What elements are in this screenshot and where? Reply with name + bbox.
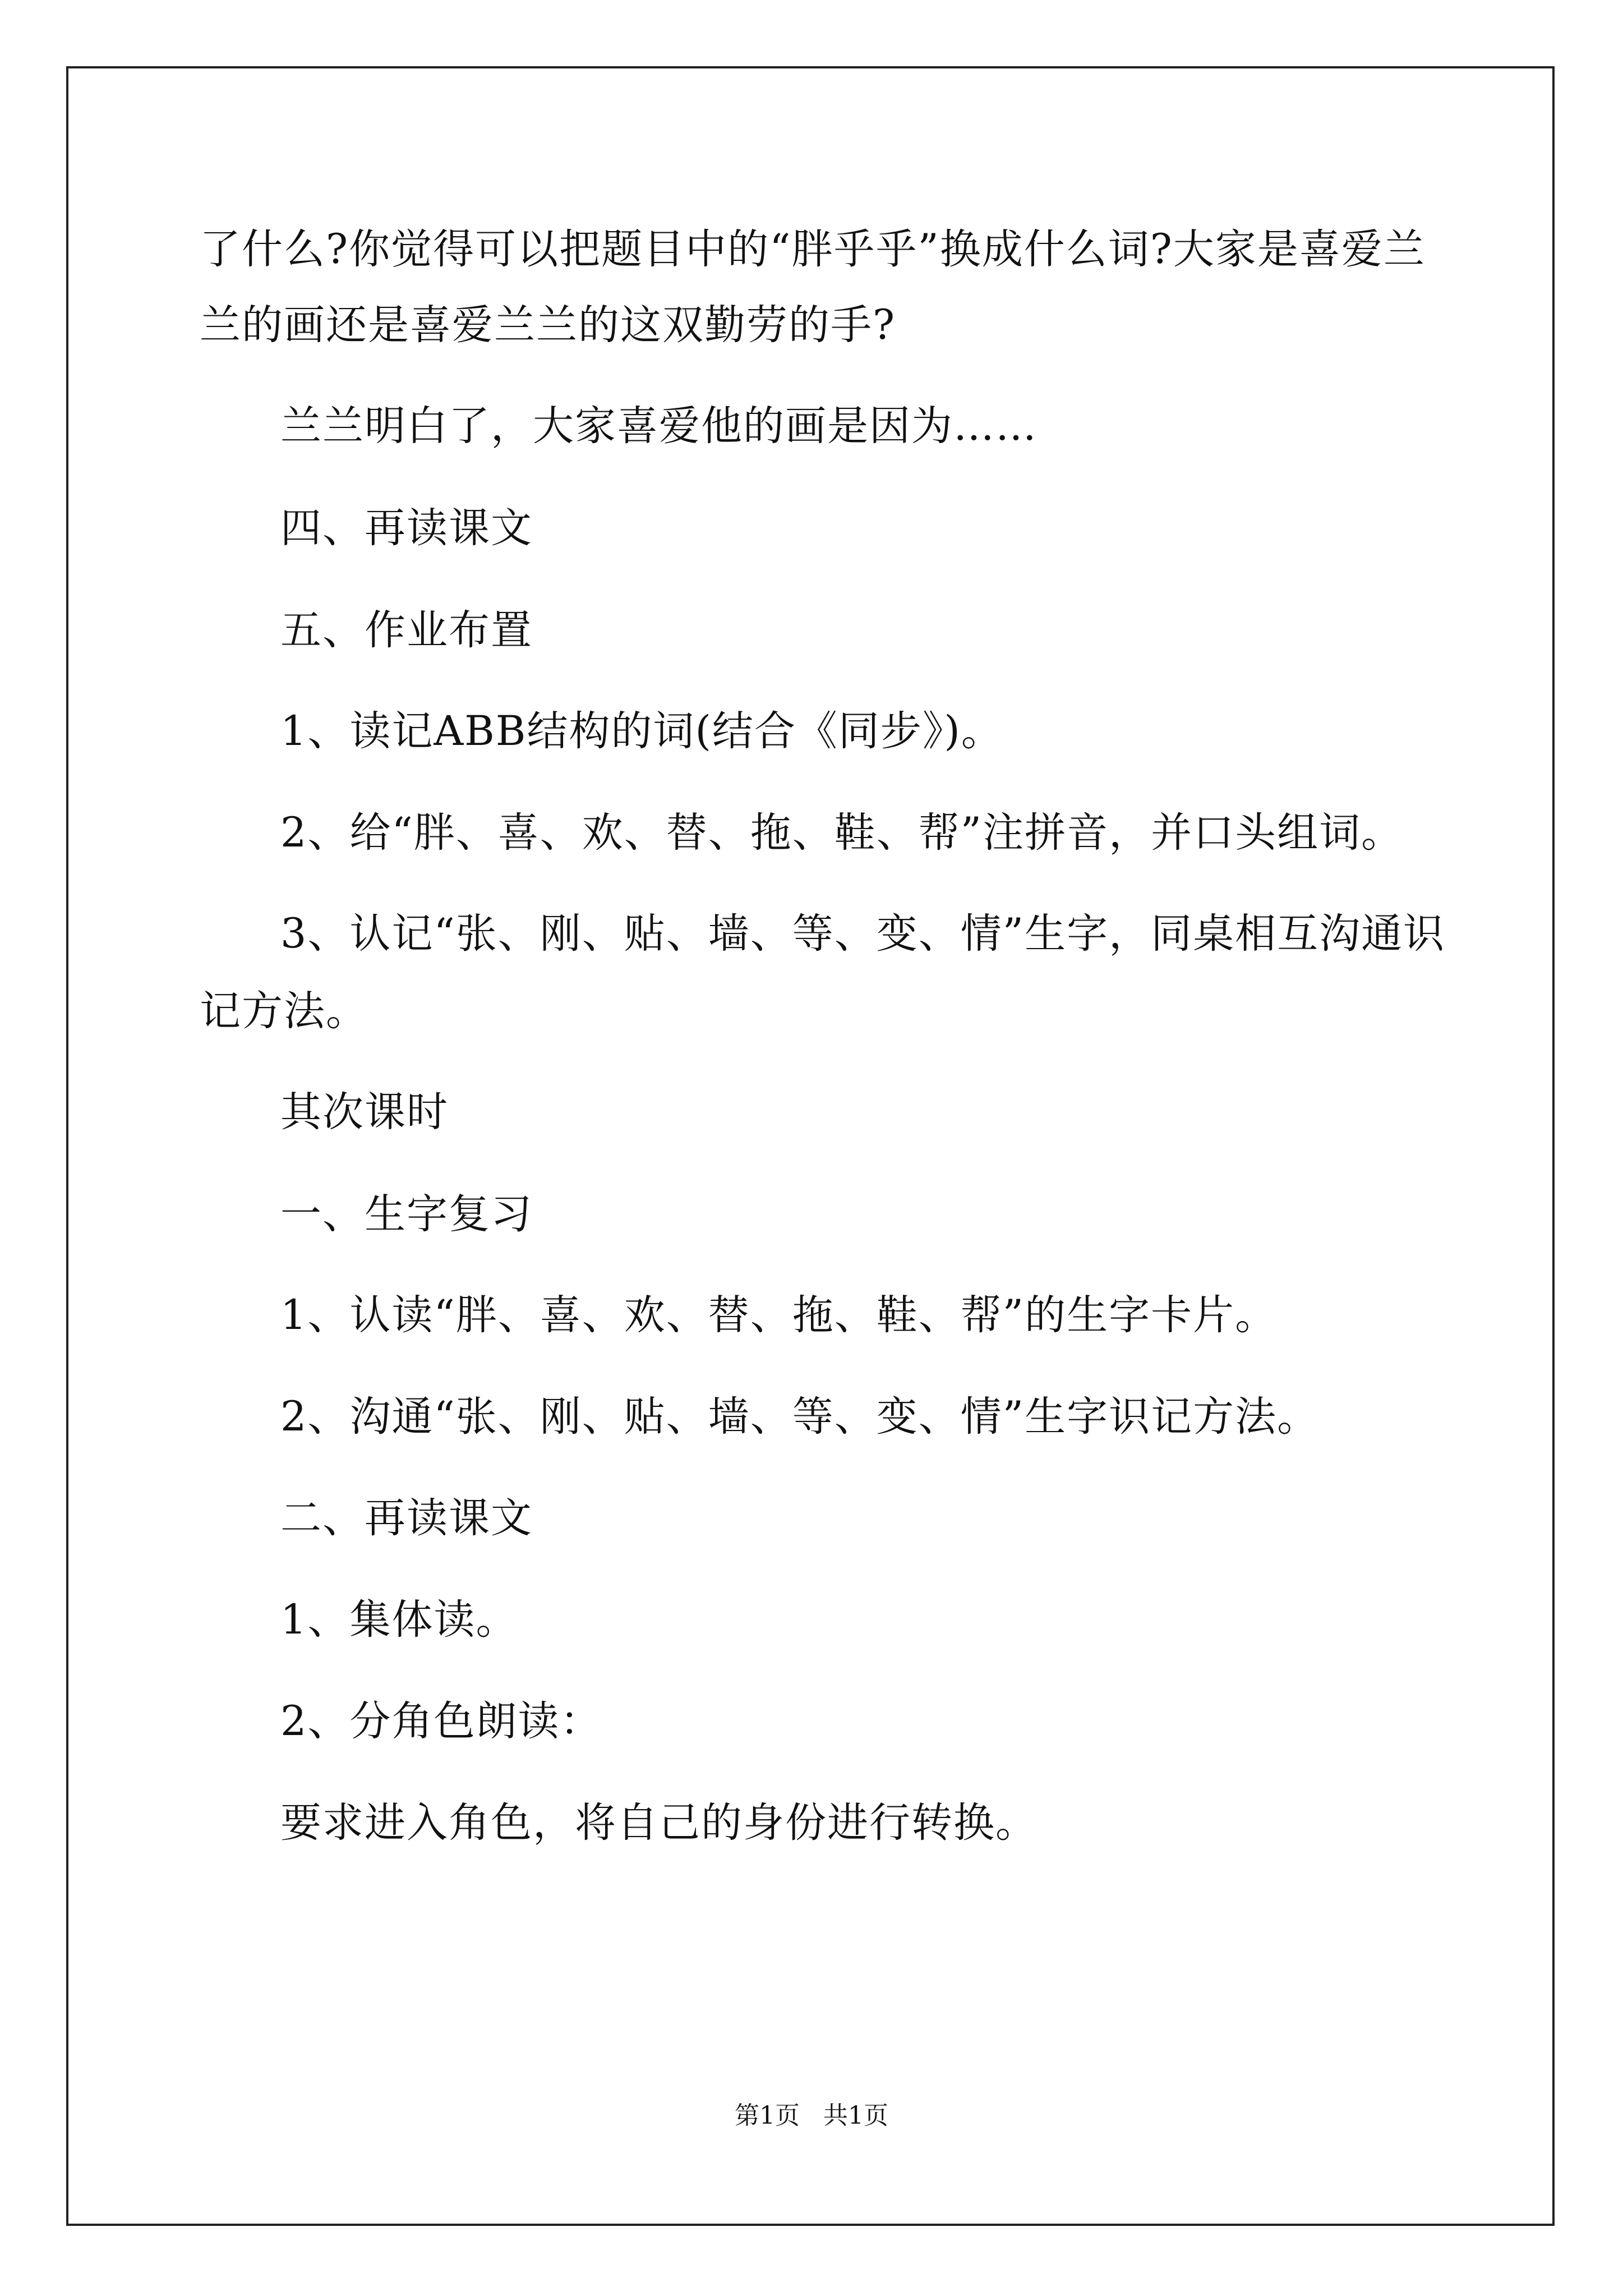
section-heading: 五、作业布置 xyxy=(280,606,533,654)
list-item: 2、给“胖、喜、欢、替、拖、鞋、帮”注拼音，并口头组词。 xyxy=(280,809,1404,857)
section-heading: 一、生字复习 xyxy=(280,1190,533,1238)
list-item: 2、沟通“张、刚、贴、墙、等、变、情”生字识记方法。 xyxy=(280,1393,1320,1441)
list-item: 1、读记ABB结构的词(结合《同步》)。 xyxy=(280,707,1003,755)
paragraph-line: 了什么?你觉得可以把题目中的“胖乎乎”换成什么词?大家是喜爱兰 xyxy=(200,226,1426,273)
paragraph-line: 要求进入角色，将自己的身份进行转换。 xyxy=(280,1799,1038,1847)
page-border xyxy=(66,66,1555,2226)
paragraph-line: 兰的画还是喜爱兰兰的这双勤劳的手? xyxy=(200,301,896,349)
section-heading: 其次课时 xyxy=(280,1088,449,1136)
list-item: 3、认记“张、刚、贴、墙、等、变、情”生字，同桌相互沟通识 xyxy=(280,910,1446,958)
paragraph-line: 兰兰明白了，大家喜爱他的画是因为…… xyxy=(280,402,1038,450)
list-item: 2、分角色朗读： xyxy=(280,1697,602,1745)
list-item: 1、集体读。 xyxy=(280,1596,518,1644)
list-item: 1、认读“胖、喜、欢、替、拖、鞋、帮”的生字卡片。 xyxy=(280,1291,1278,1339)
paragraph-line: 记方法。 xyxy=(200,987,368,1035)
page-number-footer: 第1页 共1页 xyxy=(735,2101,888,2130)
section-heading: 二、再读课文 xyxy=(280,1494,533,1542)
section-heading: 四、再读课文 xyxy=(280,504,533,552)
